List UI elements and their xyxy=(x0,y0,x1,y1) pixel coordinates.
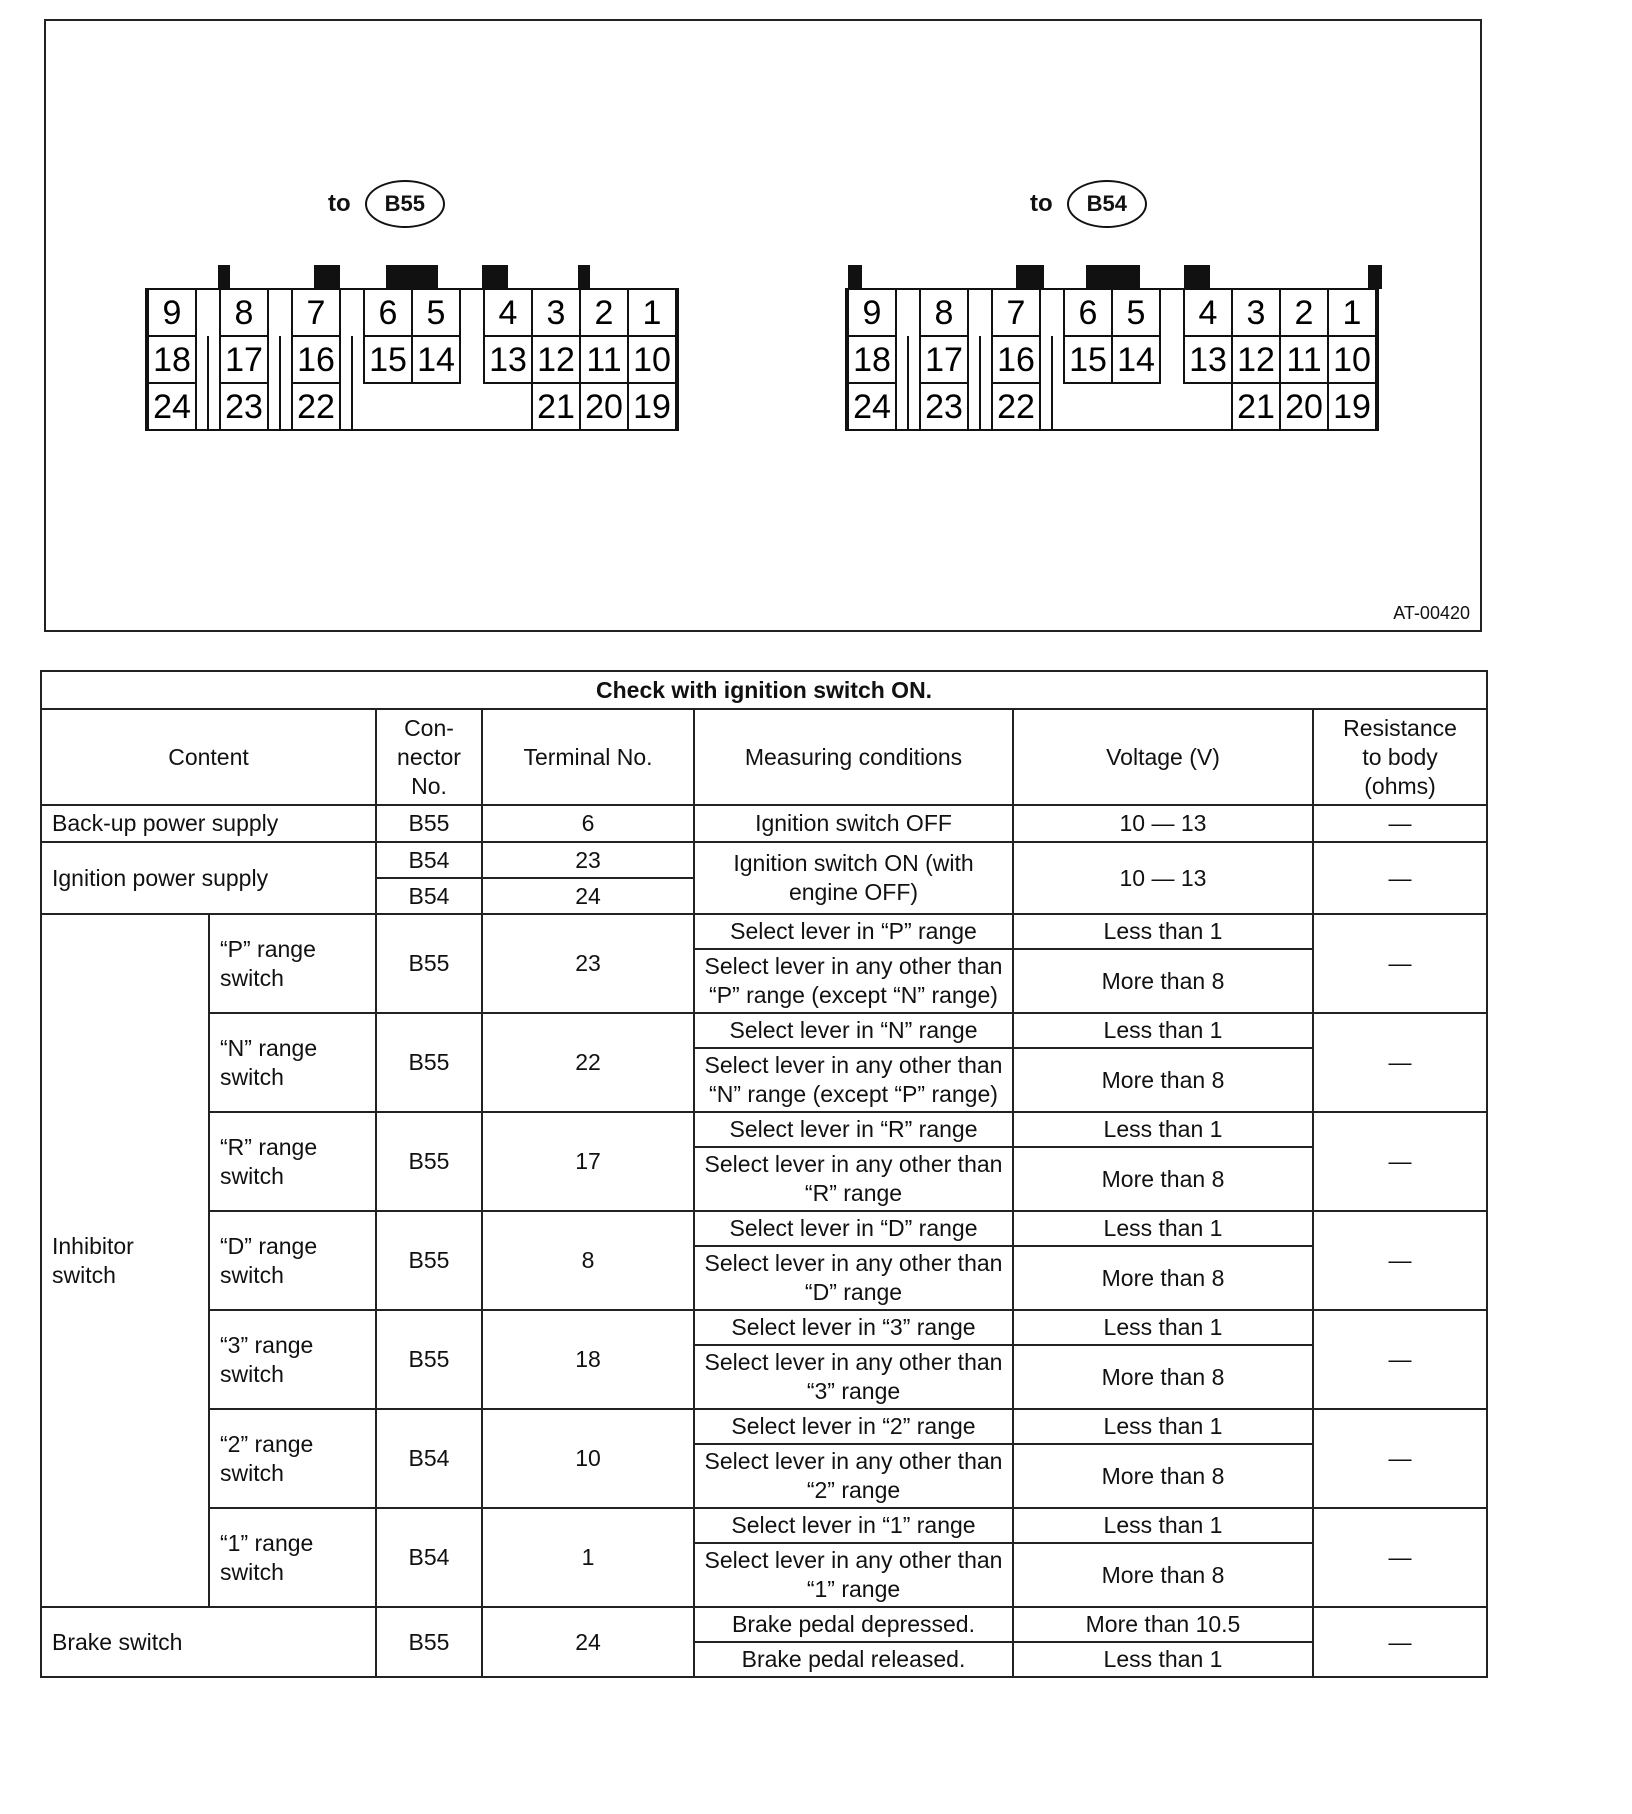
switch-v-in: Less than 1 xyxy=(1013,1508,1313,1543)
pin-label: 4 xyxy=(1198,294,1218,332)
switch-cond-other: Select lever in any other than “1” range xyxy=(694,1543,1013,1607)
pin-label: 18 xyxy=(853,341,891,379)
table-row xyxy=(41,1310,1487,1345)
switch-cond-in: Select lever in “1” range xyxy=(694,1508,1013,1543)
connector-key xyxy=(218,265,230,289)
table-row xyxy=(41,805,1487,842)
switch-connector: B54 xyxy=(376,1508,482,1607)
pin-label: 19 xyxy=(1333,388,1371,426)
pin-label: 21 xyxy=(537,388,575,426)
pin-label: 12 xyxy=(1237,341,1275,379)
table-row xyxy=(41,1409,1487,1444)
switch-connector: B55 xyxy=(376,1112,482,1211)
pin-label: 2 xyxy=(1294,294,1314,332)
switch-cond-other: Select lever in any other than “N” range (except “P” range) xyxy=(694,1048,1013,1112)
brake-terminal: 24 xyxy=(482,1607,694,1677)
connector-key xyxy=(314,265,340,289)
switch-name: “R” range switch xyxy=(209,1112,376,1211)
brake-v-released: Less than 1 xyxy=(1013,1642,1313,1677)
connector-diagram-svg xyxy=(46,21,1480,630)
header-voltage: Voltage (V) xyxy=(1013,709,1313,805)
ignition-resistance: — xyxy=(1313,842,1487,914)
pin-label: 2 xyxy=(594,294,614,332)
connector-to-label: to xyxy=(1030,190,1053,217)
pin-label: 7 xyxy=(306,294,326,332)
brake-cond-depressed: Brake pedal depressed. xyxy=(694,1607,1013,1642)
backup-condition: Ignition switch OFF xyxy=(694,805,1013,842)
switch-connector: B54 xyxy=(376,1409,482,1508)
pin-label: 1 xyxy=(642,294,662,332)
pin-label: 5 xyxy=(426,294,446,332)
table-row xyxy=(41,914,1487,949)
switch-v-other: More than 8 xyxy=(1013,949,1313,1013)
switch-terminal: 17 xyxy=(482,1112,694,1211)
header-content: Content xyxy=(41,709,376,805)
pin-label: 13 xyxy=(1189,341,1227,379)
switch-terminal: 1 xyxy=(482,1508,694,1607)
switch-v-other: More than 8 xyxy=(1013,1543,1313,1607)
switch-v-in: Less than 1 xyxy=(1013,1409,1313,1444)
pin-label: 10 xyxy=(1333,341,1371,379)
ignition-voltage: 10 — 13 xyxy=(1013,842,1313,914)
pin-label: 1 xyxy=(1342,294,1362,332)
brake-connector: B55 xyxy=(376,1607,482,1677)
figure-id: AT-00420 xyxy=(1393,603,1470,623)
switch-v-in: Less than 1 xyxy=(1013,914,1313,949)
switch-resistance: — xyxy=(1313,1112,1487,1211)
pin-label: 22 xyxy=(297,388,335,426)
switch-resistance: — xyxy=(1313,1013,1487,1112)
pin-label: 9 xyxy=(862,294,882,332)
connector-figure xyxy=(44,19,1482,632)
header-conditions: Measuring conditions xyxy=(694,709,1013,805)
pin-label: 18 xyxy=(153,341,191,379)
header-terminal: Terminal No. xyxy=(482,709,694,805)
switch-resistance: — xyxy=(1313,1310,1487,1409)
pin-label: 8 xyxy=(934,294,954,332)
ignition-connector-1: B54 xyxy=(376,842,482,878)
switch-v-other: More than 8 xyxy=(1013,1147,1313,1211)
backup-content: Back-up power supply xyxy=(41,805,376,842)
switch-connector: B55 xyxy=(376,1310,482,1409)
pin-label: 6 xyxy=(1078,294,1098,332)
backup-resistance: — xyxy=(1313,805,1487,842)
switch-v-in: Less than 1 xyxy=(1013,1211,1313,1246)
pin-label: 4 xyxy=(498,294,518,332)
switch-cond-in: Select lever in “D” range xyxy=(694,1211,1013,1246)
switch-name: “2” range switch xyxy=(209,1409,376,1508)
ignition-connector-2: B54 xyxy=(376,878,482,914)
connector-key xyxy=(1368,265,1382,289)
pin-label: 15 xyxy=(1069,341,1107,379)
pin-label: 16 xyxy=(297,341,335,379)
switch-cond-in: Select lever in “R” range xyxy=(694,1112,1013,1147)
switch-resistance: — xyxy=(1313,1409,1487,1508)
pin-label: 19 xyxy=(633,388,671,426)
brake-content: Brake switch xyxy=(41,1607,376,1677)
pin-label: 11 xyxy=(586,341,622,379)
switch-v-in: Less than 1 xyxy=(1013,1310,1313,1345)
ignition-content: Ignition power supply xyxy=(41,842,376,914)
switch-v-in: Less than 1 xyxy=(1013,1013,1313,1048)
table-row xyxy=(41,1508,1487,1543)
brake-cond-released: Brake pedal released. xyxy=(694,1642,1013,1677)
switch-cond-in: Select lever in “P” range xyxy=(694,914,1013,949)
connector-to-label: to xyxy=(328,190,351,217)
switch-resistance: — xyxy=(1313,1508,1487,1607)
backup-connector: B55 xyxy=(376,805,482,842)
pin-label: 8 xyxy=(234,294,254,332)
pin-label: 5 xyxy=(1126,294,1146,332)
pin-label: 3 xyxy=(546,294,566,332)
table-header-row xyxy=(41,709,1487,805)
switch-terminal: 23 xyxy=(482,914,694,1013)
pin-label: 12 xyxy=(537,341,575,379)
pin-label: 21 xyxy=(1237,388,1275,426)
connector-key xyxy=(848,265,862,289)
switch-cond-other: Select lever in any other than “P” range (except “N” range) xyxy=(694,949,1013,1013)
pin-label: 15 xyxy=(369,341,407,379)
pin-label: 14 xyxy=(1117,341,1155,379)
ignition-terminal-1: 23 xyxy=(482,842,694,878)
switch-cond-in: Select lever in “3” range xyxy=(694,1310,1013,1345)
connector-key xyxy=(578,265,590,289)
connector-key xyxy=(1016,265,1044,289)
pin-label: 13 xyxy=(489,341,527,379)
pin-label: 16 xyxy=(997,341,1035,379)
pin-label: 14 xyxy=(417,341,455,379)
switch-name: “1” range switch xyxy=(209,1508,376,1607)
pin-label: 23 xyxy=(925,388,963,426)
inhibitor-content: Inhibitor switch xyxy=(41,914,209,1607)
connector-key xyxy=(1184,265,1210,289)
table-caption-row xyxy=(41,671,1487,709)
table-row xyxy=(41,1013,1487,1048)
pin-label: 23 xyxy=(225,388,263,426)
switch-resistance: — xyxy=(1313,1211,1487,1310)
table-row xyxy=(41,1211,1487,1246)
switch-name: “3” range switch xyxy=(209,1310,376,1409)
pin-label: 6 xyxy=(378,294,398,332)
switch-resistance: — xyxy=(1313,914,1487,1013)
pin-label: 20 xyxy=(1285,388,1323,426)
switch-cond-in: Select lever in “N” range xyxy=(694,1013,1013,1048)
switch-name: “P” range switch xyxy=(209,914,376,1013)
connector-key xyxy=(482,265,508,289)
brake-v-depressed: More than 10.5 xyxy=(1013,1607,1313,1642)
switch-name: “N” range switch xyxy=(209,1013,376,1112)
switch-v-other: More than 8 xyxy=(1013,1048,1313,1112)
switch-terminal: 22 xyxy=(482,1013,694,1112)
switch-terminal: 10 xyxy=(482,1409,694,1508)
switch-connector: B55 xyxy=(376,914,482,1013)
header-resistance: Resistance to body (ohms) xyxy=(1313,709,1487,805)
connector-name-oval: B55 xyxy=(365,180,445,228)
switch-cond-other: Select lever in any other than “2” range xyxy=(694,1444,1013,1508)
switch-cond-other: Select lever in any other than “3” range xyxy=(694,1345,1013,1409)
connector-name-oval: B54 xyxy=(1067,180,1147,228)
switch-v-other: More than 8 xyxy=(1013,1246,1313,1310)
ignition-condition: Ignition switch ON (with engine OFF) xyxy=(694,842,1013,914)
pin-label: 11 xyxy=(1286,341,1322,379)
switch-v-other: More than 8 xyxy=(1013,1444,1313,1508)
switch-terminal: 18 xyxy=(482,1310,694,1409)
ignition-terminal-2: 24 xyxy=(482,878,694,914)
switch-connector: B55 xyxy=(376,1013,482,1112)
switch-cond-other: Select lever in any other than “D” range xyxy=(694,1246,1013,1310)
table-caption: Check with ignition switch ON. xyxy=(41,671,1487,709)
check-table xyxy=(40,670,1488,1678)
switch-terminal: 8 xyxy=(482,1211,694,1310)
pin-label: 7 xyxy=(1006,294,1026,332)
switch-name: “D” range switch xyxy=(209,1211,376,1310)
pin-label: 3 xyxy=(1246,294,1266,332)
pin-label: 20 xyxy=(585,388,623,426)
pin-label: 24 xyxy=(153,388,191,426)
pin-label: 17 xyxy=(925,341,963,379)
table-row xyxy=(41,842,1487,878)
pin-label: 9 xyxy=(162,294,182,332)
backup-voltage: 10 — 13 xyxy=(1013,805,1313,842)
connector-key xyxy=(1086,265,1140,289)
backup-terminal: 6 xyxy=(482,805,694,842)
switch-connector: B55 xyxy=(376,1211,482,1310)
table-row xyxy=(41,1112,1487,1147)
switch-cond-other: Select lever in any other than “R” range xyxy=(694,1147,1013,1211)
switch-v-other: More than 8 xyxy=(1013,1345,1313,1409)
connector-key xyxy=(386,265,438,289)
table-row xyxy=(41,1607,1487,1642)
switch-cond-in: Select lever in “2” range xyxy=(694,1409,1013,1444)
brake-resistance: — xyxy=(1313,1607,1487,1677)
pin-label: 17 xyxy=(225,341,263,379)
pin-label: 10 xyxy=(633,341,671,379)
header-connector: Con- nector No. xyxy=(376,709,482,805)
switch-v-in: Less than 1 xyxy=(1013,1112,1313,1147)
pin-label: 24 xyxy=(853,388,891,426)
pin-label: 22 xyxy=(997,388,1035,426)
